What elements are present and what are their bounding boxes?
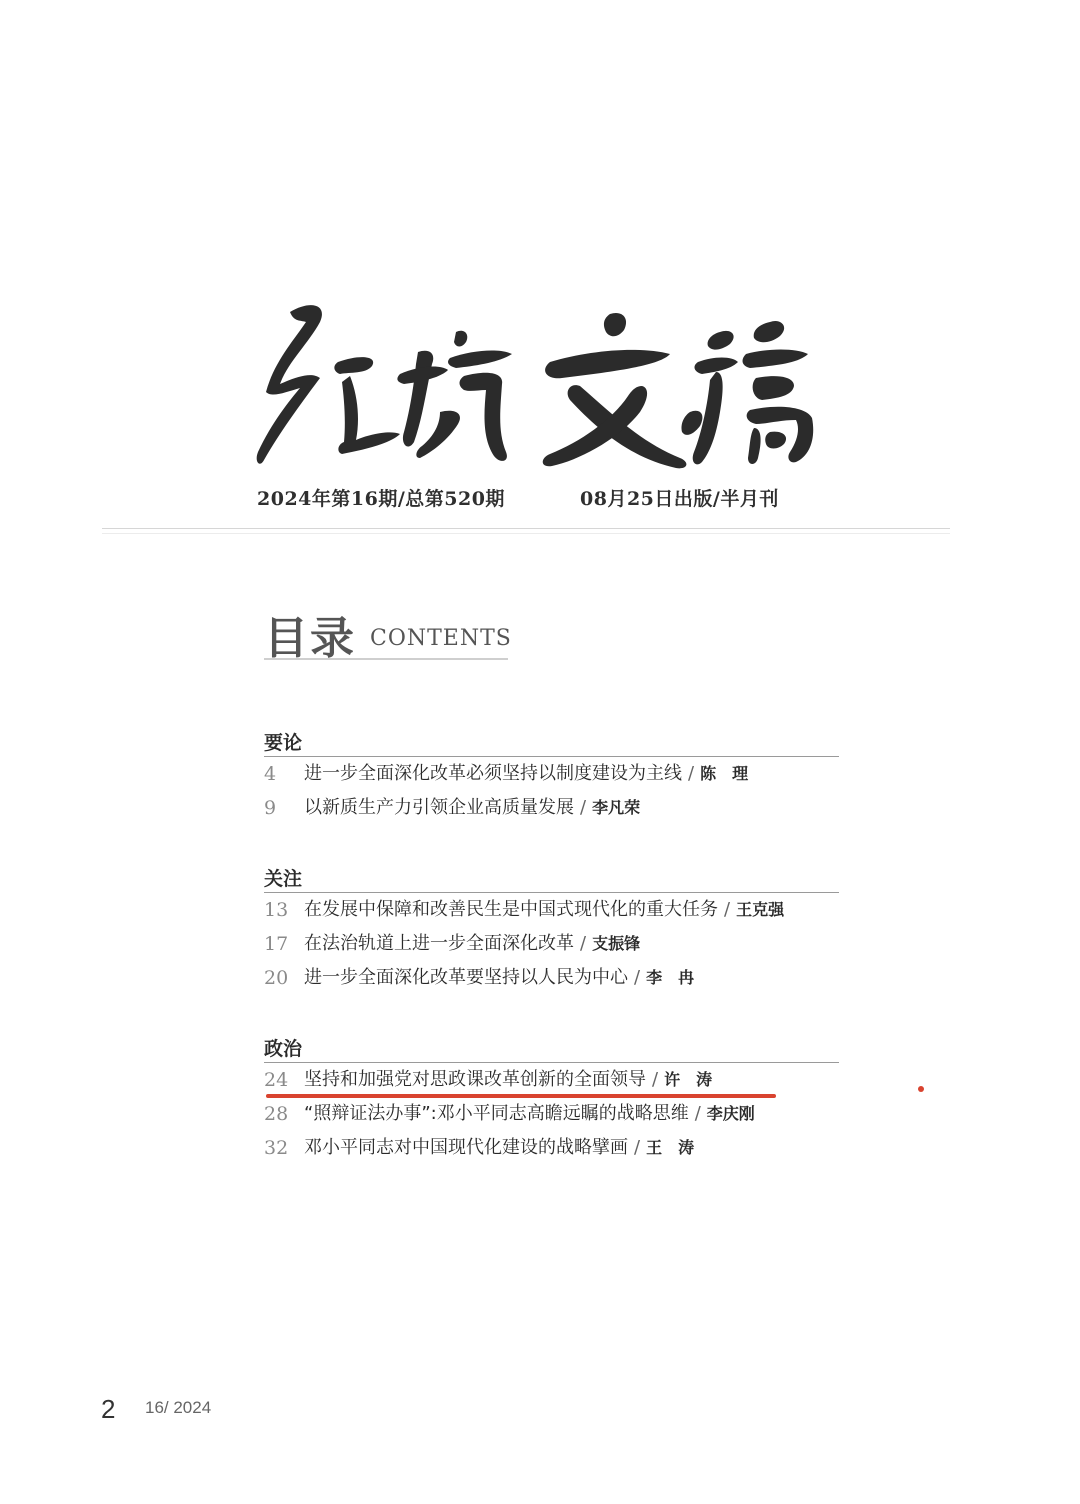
toc-entry[interactable] [264,791,839,825]
section-title: 关注 [264,866,839,893]
entry-title: 坚持和加强党对思政课改革创新的全面领导 / 许 涛 [304,1069,713,1090]
entry-page: 13 [264,899,289,921]
masthead-calligraphy [250,292,820,472]
toc-entry[interactable] [264,961,839,995]
toc-section-zhengzhi [264,1036,839,1165]
entry-page: 28 [264,1103,289,1125]
issue-info [257,484,817,511]
entry-author: 李庆刚 [706,1104,755,1123]
section-title: 要论 [264,730,839,757]
toc-heading-zh: 目录 [264,613,356,664]
highlight-underline [266,1094,776,1098]
entry-page: 17 [264,933,289,955]
issue-number: 2024年第16期/总第520期 [257,488,505,510]
toc-entry[interactable] [264,893,839,927]
toc-heading [264,602,512,664]
entry-title: “照辩证法办事”:邓小平同志高瞻远瞩的战略思维 / 李庆刚 [304,1103,755,1124]
entry-author: 王 涛 [646,1138,695,1157]
masthead-logo [250,292,820,472]
entry-author: 王克强 [736,900,785,919]
entry-title: 进一步全面深化改革必须坚持以制度建设为主线 / 陈 理 [304,763,749,784]
entry-title: 邓小平同志对中国现代化建设的战略擘画 / 王 涛 [304,1137,695,1158]
toc-entry[interactable] [264,757,839,791]
divider [102,528,950,529]
annotation-dot [918,1086,924,1092]
entry-page: 20 [264,967,289,989]
entry-page: 9 [264,797,277,819]
entry-page: 32 [264,1137,289,1159]
entry-page: 4 [264,763,277,785]
toc-section-yaolun [264,730,839,825]
entry-author: 李 冉 [646,968,695,987]
entry-author: 陈 理 [700,764,749,783]
footer-page-number: 2 [101,1394,116,1424]
divider [102,533,950,534]
entry-author: 李凡荣 [592,798,641,817]
toc-entry[interactable] [264,927,839,961]
entry-page: 24 [264,1069,289,1091]
toc-section-guanzhu [264,866,839,995]
toc-entry[interactable] [264,1131,839,1165]
entry-author: 许 涛 [664,1070,713,1089]
section-title: 政治 [264,1036,839,1063]
entry-title: 在发展中保障和改善民生是中国式现代化的重大任务 / 王克强 [304,899,785,920]
footer-issue: 16/ 2024 [145,1398,212,1417]
toc-entry[interactable] [264,1063,839,1097]
entry-author: 支振锋 [592,934,641,953]
toc-entry[interactable] [264,1097,839,1131]
publish-info: 08月25日出版/半月刊 [580,488,779,510]
entry-title: 在法治轨道上进一步全面深化改革 / 支振锋 [304,933,641,954]
entry-title: 进一步全面深化改革要坚持以人民为中心 / 李 冉 [304,967,695,988]
toc-heading-en: CONTENTS [370,626,512,651]
entry-title: 以新质生产力引领企业高质量发展 / 李凡荣 [304,797,641,818]
